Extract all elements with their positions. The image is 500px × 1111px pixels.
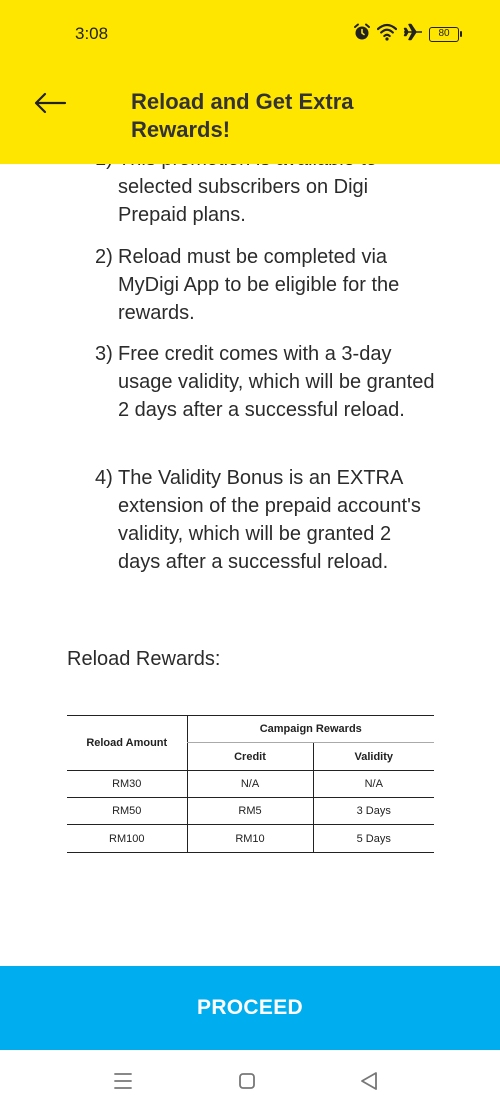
col-header-validity: Validity <box>313 743 434 771</box>
table-row <box>67 771 434 798</box>
cell-validity: 5 Days <box>313 825 434 853</box>
cell-credit: N/A <box>187 771 313 798</box>
alarm-icon <box>353 23 371 46</box>
term-text: The Validity Bonus is an EXTRA extension of the prepaid account's validity, which will be granted 2 days after a successful reload. <box>118 467 421 573</box>
nav-recents-button[interactable] <box>109 1068 137 1094</box>
status-time: 3:08 <box>75 24 109 43</box>
cell-credit: RM10 <box>187 825 313 853</box>
term-text: Free credit comes with a 3-day usage validity, which will be granted 2 days after a successful reload. <box>118 343 435 421</box>
term-number: 3) <box>95 343 113 365</box>
term-text: selected subscribers on Digi Prepaid plans. <box>118 176 369 226</box>
rewards-heading: Reload Rewards: <box>67 648 221 670</box>
cell-amount: RM30 <box>67 771 187 798</box>
col-header-reload-amount: Reload Amount <box>67 716 187 771</box>
nav-home-button[interactable] <box>233 1068 261 1094</box>
cell-amount: RM50 <box>67 798 187 825</box>
system-nav-bar <box>0 1050 500 1111</box>
cell-amount: RM100 <box>67 825 187 853</box>
table-row <box>67 798 434 825</box>
rewards-table <box>67 715 434 853</box>
arrow-left-icon <box>33 91 67 115</box>
cell-credit: RM5 <box>187 798 313 825</box>
page-title: Reload and Get Extra Rewards! <box>131 89 354 142</box>
table-row <box>67 825 434 853</box>
airplane-icon <box>403 23 423 46</box>
col-header-campaign-rewards: Campaign Rewards <box>187 716 434 743</box>
col-header-credit: Credit <box>187 743 313 771</box>
cell-validity: 3 Days <box>313 798 434 825</box>
term-number: 2) <box>95 246 113 268</box>
battery-indicator: 80 <box>429 27 459 42</box>
wifi-icon <box>377 23 397 46</box>
term-number: 4) <box>95 467 113 489</box>
home-icon <box>237 1071 257 1091</box>
back-button[interactable] <box>30 86 70 120</box>
nav-back-icon <box>358 1070 380 1092</box>
app-header <box>0 0 500 164</box>
recents-icon <box>112 1071 134 1091</box>
term-text: Reload must be completed via MyDigi App to be eligible for the rewards. <box>118 246 400 324</box>
proceed-button[interactable]: PROCEED <box>0 966 500 1050</box>
cell-validity: N/A <box>313 771 434 798</box>
status-icons <box>353 23 459 45</box>
nav-back-button[interactable] <box>355 1068 383 1094</box>
